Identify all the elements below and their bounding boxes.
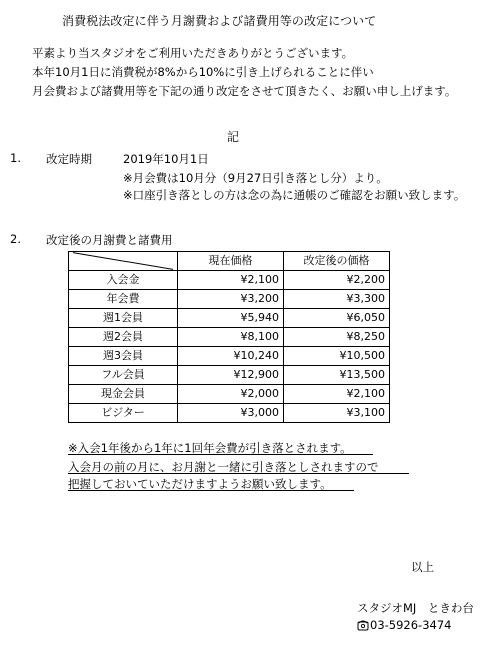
revised-price: ¥6,050	[284, 309, 390, 328]
current-price: ¥3,000	[178, 404, 284, 423]
diagonal-line	[73, 252, 173, 270]
intro-line: 平素より当スタジオをご利用いただきありがとうございます。	[32, 46, 354, 60]
note-underline	[68, 454, 373, 455]
table-row	[69, 347, 390, 366]
row-label: 現金会員	[69, 385, 178, 404]
row-label: 週3会員	[69, 347, 178, 366]
note-underline	[68, 473, 409, 474]
fee-table	[68, 251, 390, 423]
row-label: 週2会員	[69, 328, 178, 347]
current-price: ¥12,900	[178, 366, 284, 385]
current-price: ¥5,940	[178, 309, 284, 328]
revised-price: ¥3,300	[284, 290, 390, 309]
section2-note: 把握しておいていただけますようお願い致します。	[68, 477, 332, 491]
table-row	[69, 328, 390, 347]
current-price: ¥2,100	[178, 271, 284, 290]
current-price: ¥2,000	[178, 385, 284, 404]
revised-price: ¥8,250	[284, 328, 390, 347]
table-row	[69, 385, 390, 404]
intro-line: 本年10月1日に消費税が8%から10%に引き上げられることに伴い	[32, 65, 374, 79]
section2-note: ※入会1年後から1年に1回年会費が引き落とされます。	[68, 441, 352, 455]
table-row	[69, 404, 390, 423]
table-row	[69, 271, 390, 290]
revised-price: ¥13,500	[284, 366, 390, 385]
ki-heading: 記	[227, 130, 240, 144]
section2-label: 改定後の月謝費と諸費用	[46, 233, 173, 247]
revised-price: ¥2,100	[284, 385, 390, 404]
row-label: 週1会員	[69, 309, 178, 328]
column-header-current: 現在価格	[178, 252, 284, 271]
phone-line	[357, 618, 451, 632]
section1-note: ※月会費は10月分（9月27日引き落とし分）より。	[123, 171, 388, 185]
current-price: ¥10,240	[178, 347, 284, 366]
row-label: ビジター	[69, 404, 178, 423]
table-row	[69, 290, 390, 309]
current-price: ¥3,200	[178, 290, 284, 309]
row-label: フル会員	[69, 366, 178, 385]
phone-icon	[357, 619, 369, 631]
table-row	[69, 366, 390, 385]
row-label: 入会金	[69, 271, 178, 290]
section1-number: 1.	[10, 151, 21, 165]
closing-mark: 以上	[411, 560, 434, 574]
revised-price: ¥2,200	[284, 271, 390, 290]
row-label: 年会費	[69, 290, 178, 309]
revised-price: ¥3,100	[284, 404, 390, 423]
table-row	[69, 309, 390, 328]
section2-number: 2.	[10, 232, 21, 246]
section1-note: ※口座引き落としの方は念の為に通帳のご確認をお願い致します。	[123, 188, 466, 202]
phone-number: 03-5926-3474	[370, 618, 452, 632]
column-header-revised: 改定後の価格	[284, 252, 390, 271]
revised-price: ¥10,500	[284, 347, 390, 366]
note-underline	[68, 490, 354, 491]
section1-date: 2019年10月1日	[123, 152, 209, 166]
table-header-row	[69, 252, 390, 271]
studio-name: スタジオMJ ときわ台	[357, 601, 474, 615]
section1-label: 改定時期	[46, 152, 92, 166]
intro-line: 月会費および諸費用等を下記の通り改定をさせて頂きたく、お願い申し上げます。	[32, 84, 457, 98]
section2-note: 入会月の前の月に、お月謝と一緒に引き落としされますので	[68, 460, 379, 474]
table-corner-cell	[69, 252, 178, 271]
current-price: ¥8,100	[178, 328, 284, 347]
document-title: 消費税法改定に伴う月謝費および諸費用等の改定について	[62, 14, 377, 28]
